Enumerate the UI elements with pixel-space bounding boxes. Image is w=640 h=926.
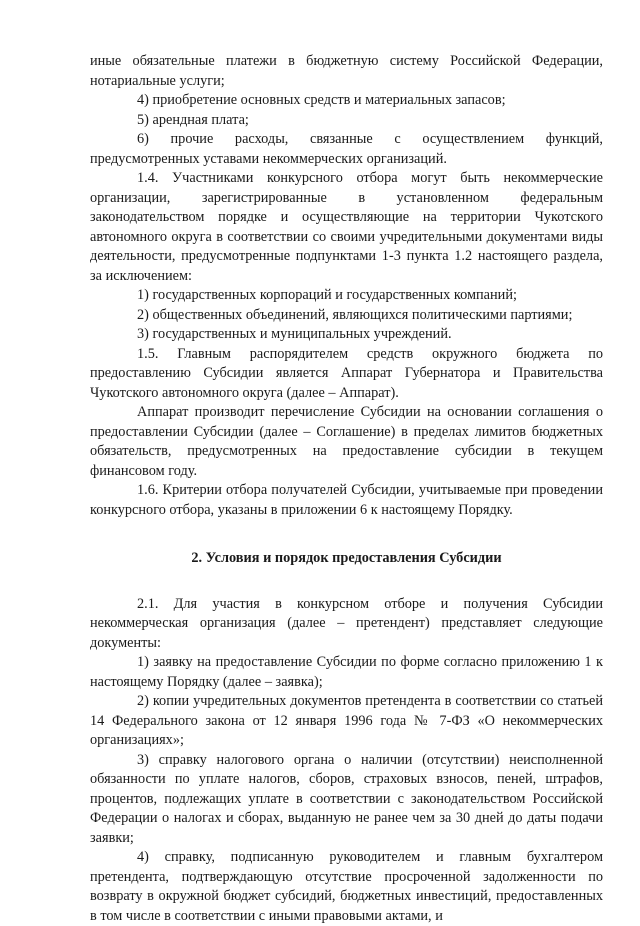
- document-page: [90, 52, 603, 926]
- paragraph: 2) общественных объединений, являющихся политическими партиями;: [90, 306, 603, 326]
- paragraph: 1.4. Участниками конкурсного отбора могут быть некоммерческие организации, зарегистрированные в установленном федеральным законодательством порядке и осуществляющие на территории Чукотского автономного округа в соответствии со своими учредительными документами виды деятельности, предусмотренные подпунктами 1-3 пункта 1.2 настоящего раздела, за исключением:: [90, 169, 603, 286]
- paragraph: 5) арендная плата;: [90, 111, 603, 131]
- paragraph: 3) справку налогового органа о наличии (отсутствии) неисполненной обязанности по уплате налогов, сборов, страховых взносов, пеней, штрафов, процентов, подлежащих уплате в соответствии с законодательством Российской Федерации о налогах и сборах, выданную не ранее чем за 30 дней до даты подачи заявки;: [90, 751, 603, 849]
- section-heading: 2. Условия и порядок предоставления Субсидии: [90, 549, 603, 569]
- paragraph: Аппарат производит перечисление Субсидии на основании соглашения о предоставлении Субсидии (далее – Соглашение) в пределах лимитов бюджетных обязательств, предусмотренных на предоставление субсидии в текущем финансовом году.: [90, 403, 603, 481]
- paragraph: 1.6. Критерии отбора получателей Субсидии, учитываемые при проведении конкурсного отбора, указаны в приложении 6 к настоящему Порядку.: [90, 481, 603, 520]
- document-body-top: [90, 52, 603, 520]
- paragraph: 4) приобретение основных средств и материальных запасов;: [90, 91, 603, 111]
- paragraph: 6) прочие расходы, связанные с осуществлением функций, предусмотренных уставами некоммерческих организаций.: [90, 130, 603, 169]
- paragraph: 4) справку, подписанную руководителем и главным бухгалтером претендента, подтверждающую отсутствие просроченной задолженности по возврату в окружной бюджет субсидий, бюджетных инвестиций, предоставленных в том числе в соответствии с иными правовыми актами, и: [90, 848, 603, 926]
- paragraph: иные обязательные платежи в бюджетную систему Российской Федерации, нотариальные услуги;: [90, 52, 603, 91]
- paragraph: 1) государственных корпораций и государственных компаний;: [90, 286, 603, 306]
- paragraph: 2.1. Для участия в конкурсном отборе и получения Субсидии некоммерческая организация (далее – претендент) представляет следующие документы:: [90, 595, 603, 654]
- paragraph: 2) копии учредительных документов претендента в соответствии со статьей 14 Федерального закона от 12 января 1996 года № 7-ФЗ «О некоммерческих организациях»;: [90, 692, 603, 751]
- paragraph: 1) заявку на предоставление Субсидии по форме согласно приложению 1 к настоящему Порядку (далее – заявка);: [90, 653, 603, 692]
- paragraph: 1.5. Главным распорядителем средств окружного бюджета по предоставлению Субсидии является Аппарат Губернатора и Правительства Чукотского автономного округа (далее – Аппарат).: [90, 345, 603, 404]
- document-body-bottom: [90, 595, 603, 926]
- paragraph: 3) государственных и муниципальных учреждений.: [90, 325, 603, 345]
